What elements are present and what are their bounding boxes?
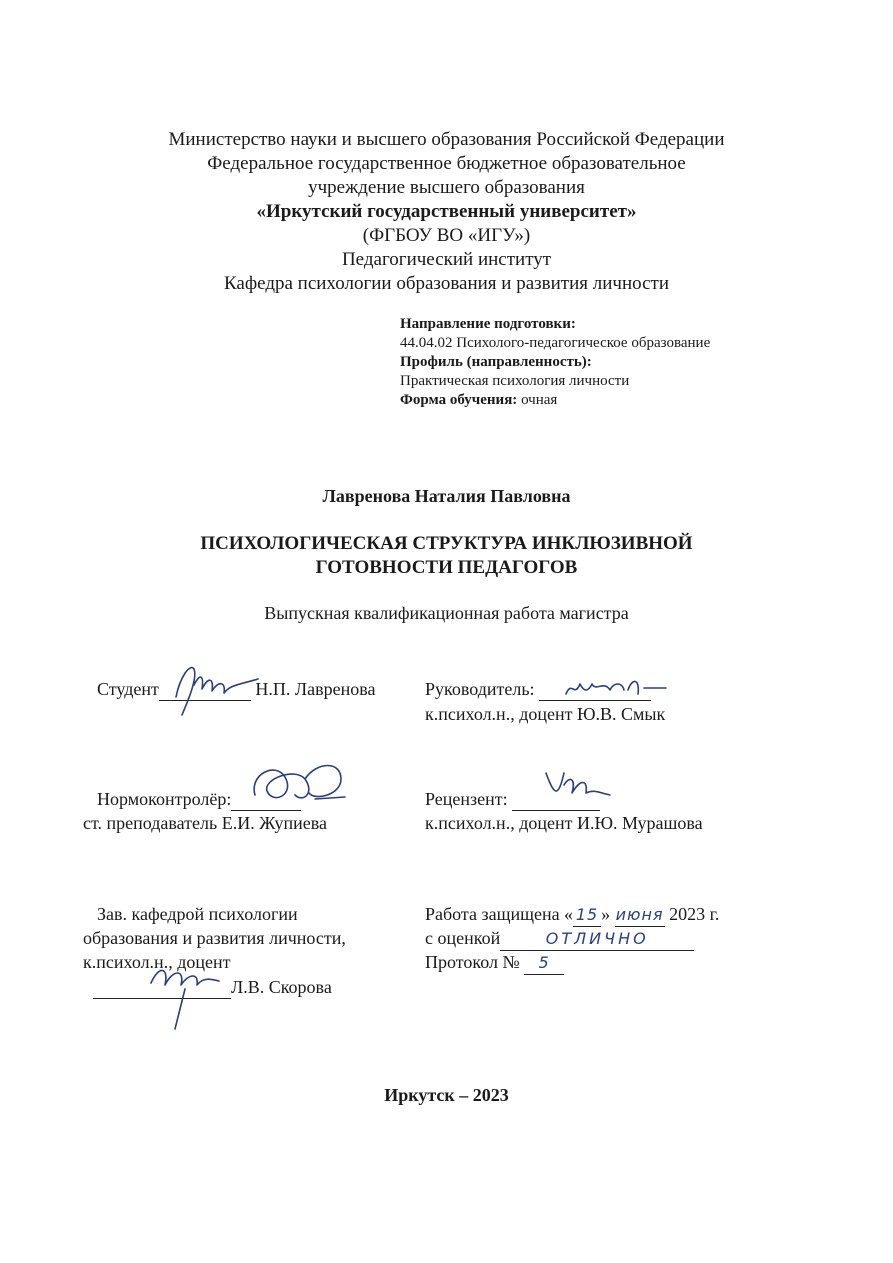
institution-type-line: Федеральное государственное бюджетное образовательное [207,153,686,174]
university-name: «Иркутский государственный университет» [256,201,637,222]
ministry-line: Министерство науки и высшего образования Российской Федерации [168,129,725,150]
supervisor-label: Руководитель: [425,679,535,699]
head-name: Л.В. Скорова [231,977,332,997]
work-type: Выпускная квалификационная работа магистра [264,603,629,623]
profile-label: Профиль (направленность): [400,354,592,370]
department-name: Кафедра психологии образования и развития личности [223,273,670,294]
institution-type-line-2: учреждение высшего образования [308,177,585,198]
reviewer-signature [540,765,620,805]
direction-label: Направление подготовки: [400,316,576,332]
head-line-2: образования и развития личности, [83,928,346,948]
student-label: Студент [97,679,159,699]
defense-month: июня [615,903,665,927]
reviewer-name: к.психол.н., доцент И.Ю. Мурашова [425,813,703,833]
thesis-title-line-1: ПСИХОЛОГИЧЕСКАЯ СТРУКТУРА ИНКЛЮЗИВНОЙ [200,533,693,554]
grade-value: ОТЛИЧНО [500,927,694,951]
student-name: Н.П. Лавренова [255,679,376,699]
defense-quote-close: » [601,904,611,924]
direction-value: 44.04.02 Психолого-педагогическое образование [400,335,711,351]
protocol-label: Протокол № [425,952,520,972]
author-name: Лавренова Наталия Павловна [322,486,571,506]
grade-label: с оценкой [425,928,501,948]
form-label: Форма обучения: [400,392,518,408]
protocol-block [425,951,564,975]
program-meta [400,315,860,410]
institute-name: Педагогический институт [341,249,552,270]
head-signature [145,955,225,1035]
grade-block [425,927,694,951]
form-value: очная [521,392,558,408]
defense-year: 2023 г. [669,904,720,924]
city-year: Иркутск – 2023 [384,1085,509,1105]
defense-day: 15 [573,903,601,927]
reviewer-label: Рецензент: [425,789,508,809]
university-abbrev: (ФГБОУ ВО «ИГУ») [362,225,531,246]
head-line-1: Зав. кафедрой психологии [97,904,298,924]
normcontrol-name: ст. преподаватель Е.И. Жупиева [83,813,327,833]
normcontrol-label: Нормоконтролёр: [97,789,232,809]
thesis-title [0,532,893,580]
supervisor-name: к.психол.н., доцент Ю.В. Смык [425,704,666,724]
head-line-3: к.психол.н., доцент [83,952,231,972]
profile-value: Практическая психология личности [400,373,630,389]
institution-header [0,128,893,296]
normcontrol-signature [245,755,355,815]
supervisor-signature [560,670,670,706]
thesis-title-line-2: ГОТОВНОСТИ ПЕДАГОГОВ [315,557,578,578]
defense-date-block [425,903,719,927]
protocol-number: 5 [524,951,564,975]
student-signature [168,655,268,725]
defense-prefix: Работа защищена « [425,904,574,924]
